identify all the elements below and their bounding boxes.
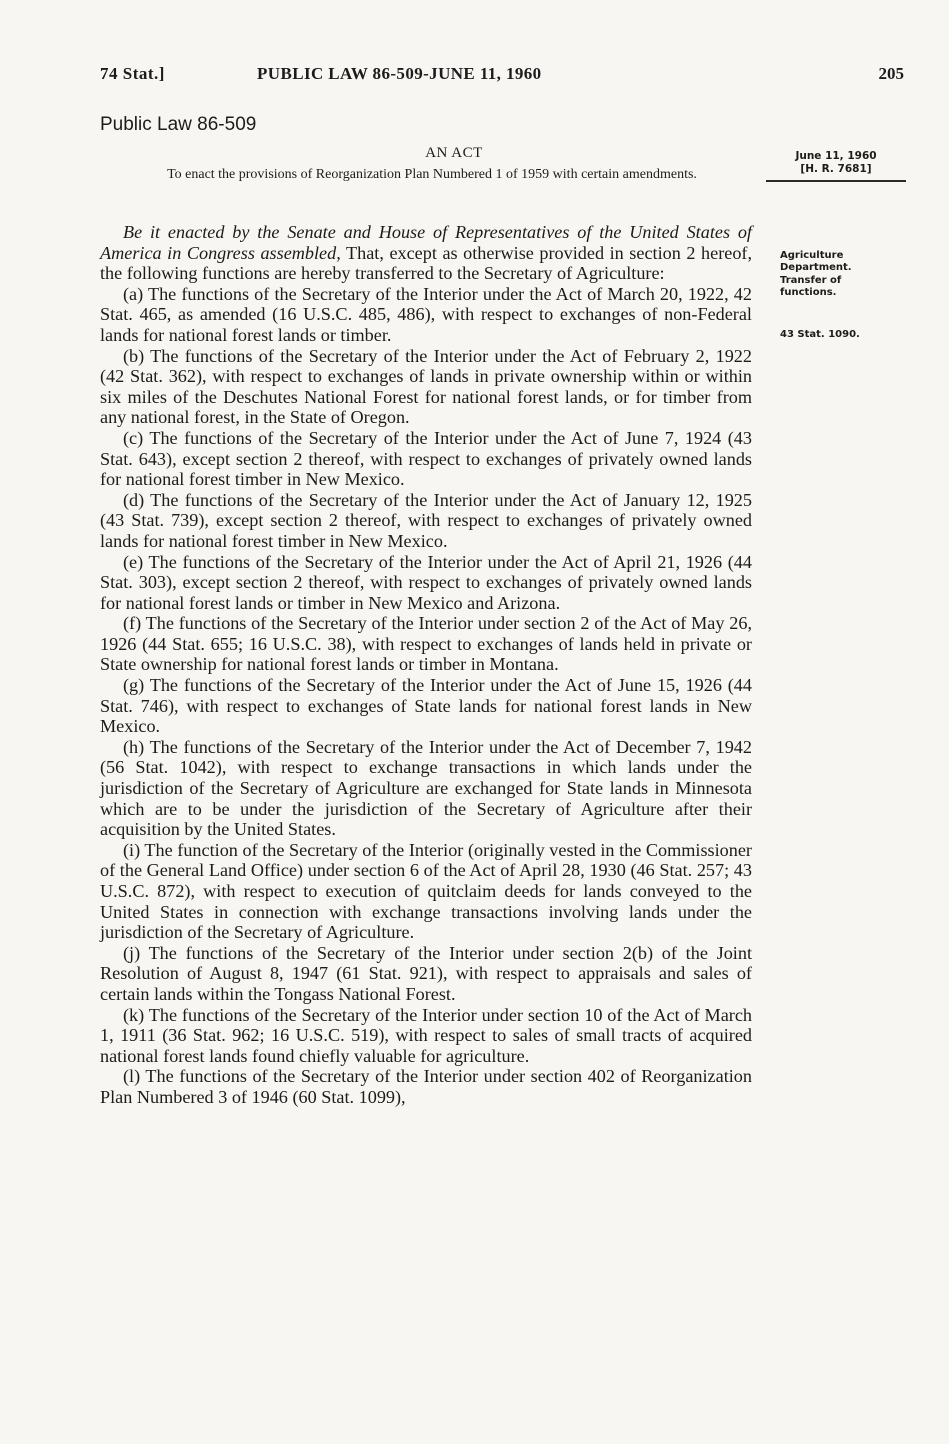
running-title: PUBLIC LAW 86-509-JUNE 11, 1960 bbox=[257, 64, 542, 83]
margin-divider bbox=[766, 180, 906, 182]
act-purpose: To enact the provisions of Reorganization Plan Numbered 1 of 1959 with certain amendments. bbox=[167, 167, 697, 182]
paragraph-h: (h) The functions of the Secretary of the Interior under the Act of December 7, 1942 (56 Stat. 1042), with respect to exchange transactions in which lands under the jurisdiction of the Secretary of Agriculture are exchanged for State lands in Minnesota which are to be under the jurisdiction of the Secretary of Agriculture after their acquisition by the United States. bbox=[100, 736, 752, 840]
margin-note-stat: 43 Stat. 1090. bbox=[780, 329, 860, 340]
paragraph-j: (j) The functions of the Secretary of the Interior under section 2(b) of the Joint Resolution of August 8, 1947 (61 Stat. 921), with respect to appraisals and sales of certain lands within the Tongass National Forest. bbox=[100, 942, 752, 1004]
paragraph-b: (b) The functions of the Secretary of the Interior under the Act of February 2, 1922 (42 Stat. 362), with respect to exchanges of lands in private ownership within or within six miles of the Deschutes National Forest for national forest lands, or for timber from any national forest, in the State of Oregon. bbox=[100, 345, 752, 428]
paragraph-f: (f) The functions of the Secretary of the Interior under section 2 of the Act of May 26, 1926 (44 Stat. 655; 16 U.S.C. 38), with respect to exchanges of lands held in private or State ownership for national forest lands or timber in Montana. bbox=[100, 613, 752, 675]
paragraph-k: (k) The functions of the Secretary of the Interior under section 10 of the Act of March 1, 1911 (36 Stat. 962; 16 U.S.C. 519), with respect to sales of small tracts of acquired national forest lands found chiefly valuable for agriculture. bbox=[100, 1004, 752, 1066]
body-text bbox=[100, 222, 752, 1108]
enacting-clause: Be it enacted by the Senate and House of Representatives of the United States of America in Congress assembled, bbox=[100, 222, 752, 263]
paragraph-i: (i) The function of the Secretary of the Interior (originally vested in the Commissioner of the General Land Office) under section 6 of the Act of April 28, 1930 (46 Stat. 257; 43 U.S.C. 872), with respect to execution of quitclaim deeds for lands conveyed to the United States in connection with exchange transactions involving lands under the jurisdiction of the Secretary of Agriculture. bbox=[100, 839, 752, 943]
paragraph-d: (d) The functions of the Secretary of the Interior under the Act of January 12, 1925 (43 Stat. 739), except section 2 thereof, with respect to exchanges of privately owned lands for national forest timber in New Mexico. bbox=[100, 489, 752, 551]
enacting-paragraph bbox=[100, 222, 752, 284]
volume-citation: 74 Stat.] bbox=[100, 64, 165, 83]
act-heading: AN ACT bbox=[425, 145, 483, 161]
paragraph-g: (g) The functions of the Secretary of the Interior under the Act of June 15, 1926 (44 Stat. 746), with respect to exchanges of State lands for national forest lands in New Mexico. bbox=[100, 675, 752, 737]
paragraph-c: (c) The functions of the Secretary of the Interior under the Act of June 7, 1924 (43 Stat. 643), except section 2 thereof, with respect to exchanges of privately owned lands for national forest timber in New Mexico. bbox=[100, 427, 752, 490]
law-number: Public Law 86-509 bbox=[100, 114, 257, 135]
running-head bbox=[100, 64, 904, 88]
margin-date-block bbox=[766, 150, 906, 176]
enactment-date: June 11, 1960 bbox=[795, 150, 877, 162]
page-number: 205 bbox=[878, 64, 904, 83]
margin-note-transfer: Transfer of functions. bbox=[780, 275, 842, 298]
paragraph-e: (e) The functions of the Secretary of the Interior under the Act of April 21, 1926 (44 Stat. 303), except section 2 thereof, with respect to exchanges of privately owned lands for national forest lands or timber in New Mexico and Arizona. bbox=[100, 551, 752, 613]
enacting-intro: That, except as otherwise provided in section 2 hereof, the following functions are hereby transferred to the Secretary of Agriculture: bbox=[100, 242, 753, 284]
margin-note-agriculture: Agriculture Department. bbox=[780, 250, 852, 273]
paragraph-a: (a) The functions of the Secretary of the Interior under the Act of March 20, 1922, 42 Stat. 465, as amended (16 U.S.C. 485, 486), with respect to exchanges of non-Federal lands for national forest lands or timber. bbox=[100, 283, 752, 345]
paragraph-l: (l) The functions of the Secretary of the Interior under section 402 of Reorganization Plan Numbered 3 of 1946 (60 Stat. 1099), bbox=[100, 1066, 752, 1107]
bill-number: [H. R. 7681] bbox=[800, 163, 872, 175]
